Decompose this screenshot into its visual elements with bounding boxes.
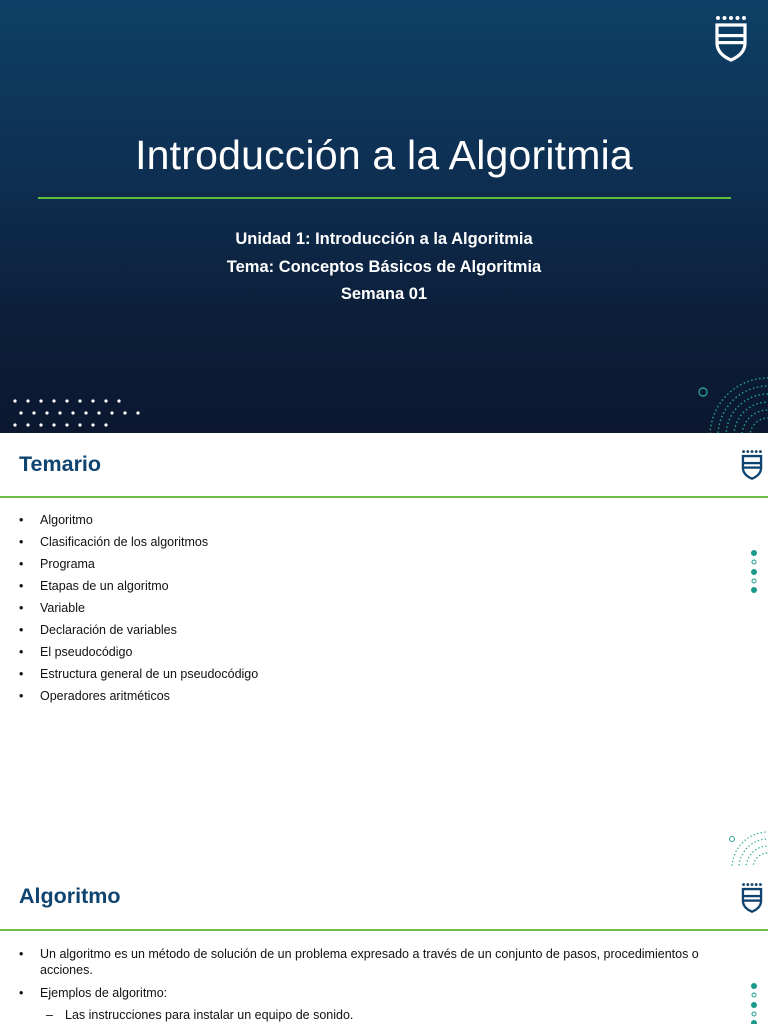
definition-item: • Un algoritmo es un método de solución de un problema expresado a través de un conjunto de pasos, procedimientos o acciones.	[19, 947, 699, 977]
decor-dot	[19, 411, 22, 414]
list-item: • Variable	[19, 601, 85, 615]
heading-divider	[0, 929, 768, 931]
subtitle-block	[0, 226, 768, 309]
agenda-slide	[0, 433, 768, 866]
list-item: • Etapas de un algoritmo	[19, 579, 169, 593]
list-item: • Operadores aritméticos	[19, 689, 170, 703]
list-item: • Clasificación de los algoritmos	[19, 535, 209, 549]
decor-dot	[52, 423, 55, 426]
university-shield-logo	[741, 448, 763, 481]
agenda-list	[19, 513, 258, 711]
decor-dot	[117, 399, 120, 402]
list-item: • Algoritmo	[19, 513, 93, 527]
examples-item: • Ejemplos de algoritmo:	[19, 986, 168, 1000]
decor-dot	[13, 399, 16, 402]
decor-dot	[84, 411, 87, 414]
list-item: • El pseudocódigo	[19, 645, 133, 659]
agenda-heading: Temario	[19, 452, 102, 476]
decor-dot	[32, 411, 35, 414]
decor-dot	[65, 423, 68, 426]
decor-dot	[65, 399, 68, 402]
example-item: – Las instrucciones para instalar un equipo de sonido.	[46, 1008, 354, 1022]
decor-dot	[58, 411, 61, 414]
list-item: • Estructura general de un pseudocódigo	[19, 667, 259, 681]
decor-dot	[39, 423, 42, 426]
decor-dot	[91, 399, 94, 402]
decor-dot	[39, 399, 42, 402]
unit-label: Unidad 1: Introducción a la Algoritmia	[235, 230, 533, 248]
decor-dot	[52, 399, 55, 402]
presentation-title: Introducción a la Algoritmia	[135, 132, 633, 178]
decor-dot	[45, 411, 48, 414]
swirl-decoration	[728, 828, 768, 866]
decor-dot	[78, 423, 81, 426]
decor-dot	[136, 411, 139, 414]
decor-dot	[13, 423, 16, 426]
decor-dot	[71, 411, 74, 414]
university-shield-logo	[741, 881, 763, 914]
decor-dot	[104, 423, 107, 426]
title-slide	[0, 0, 768, 433]
list-item: • Programa	[19, 557, 95, 571]
algorithm-content	[19, 946, 749, 1023]
vertical-dots-decoration	[748, 549, 760, 595]
swirl-decoration	[698, 370, 768, 433]
dot-grid-decoration	[12, 397, 142, 433]
topic-label: Tema: Conceptos Básicos de Algoritmia	[226, 257, 542, 276]
decor-dot	[78, 399, 81, 402]
decor-dot	[123, 411, 126, 414]
title-divider	[38, 197, 731, 199]
week-label: Semana 01	[340, 285, 428, 303]
decor-dot	[91, 423, 94, 426]
decor-dot	[110, 411, 113, 414]
list-item: • Declaración de variables	[19, 623, 177, 637]
vertical-dots-decoration	[748, 982, 760, 1024]
algorithm-heading: Algoritmo	[19, 884, 121, 908]
decor-dot	[26, 423, 29, 426]
decor-dot	[97, 411, 100, 414]
heading-divider	[0, 496, 768, 498]
decor-dot	[26, 399, 29, 402]
university-shield-logo	[714, 14, 748, 62]
algorithm-slide	[0, 866, 768, 1024]
decor-dot	[104, 399, 107, 402]
